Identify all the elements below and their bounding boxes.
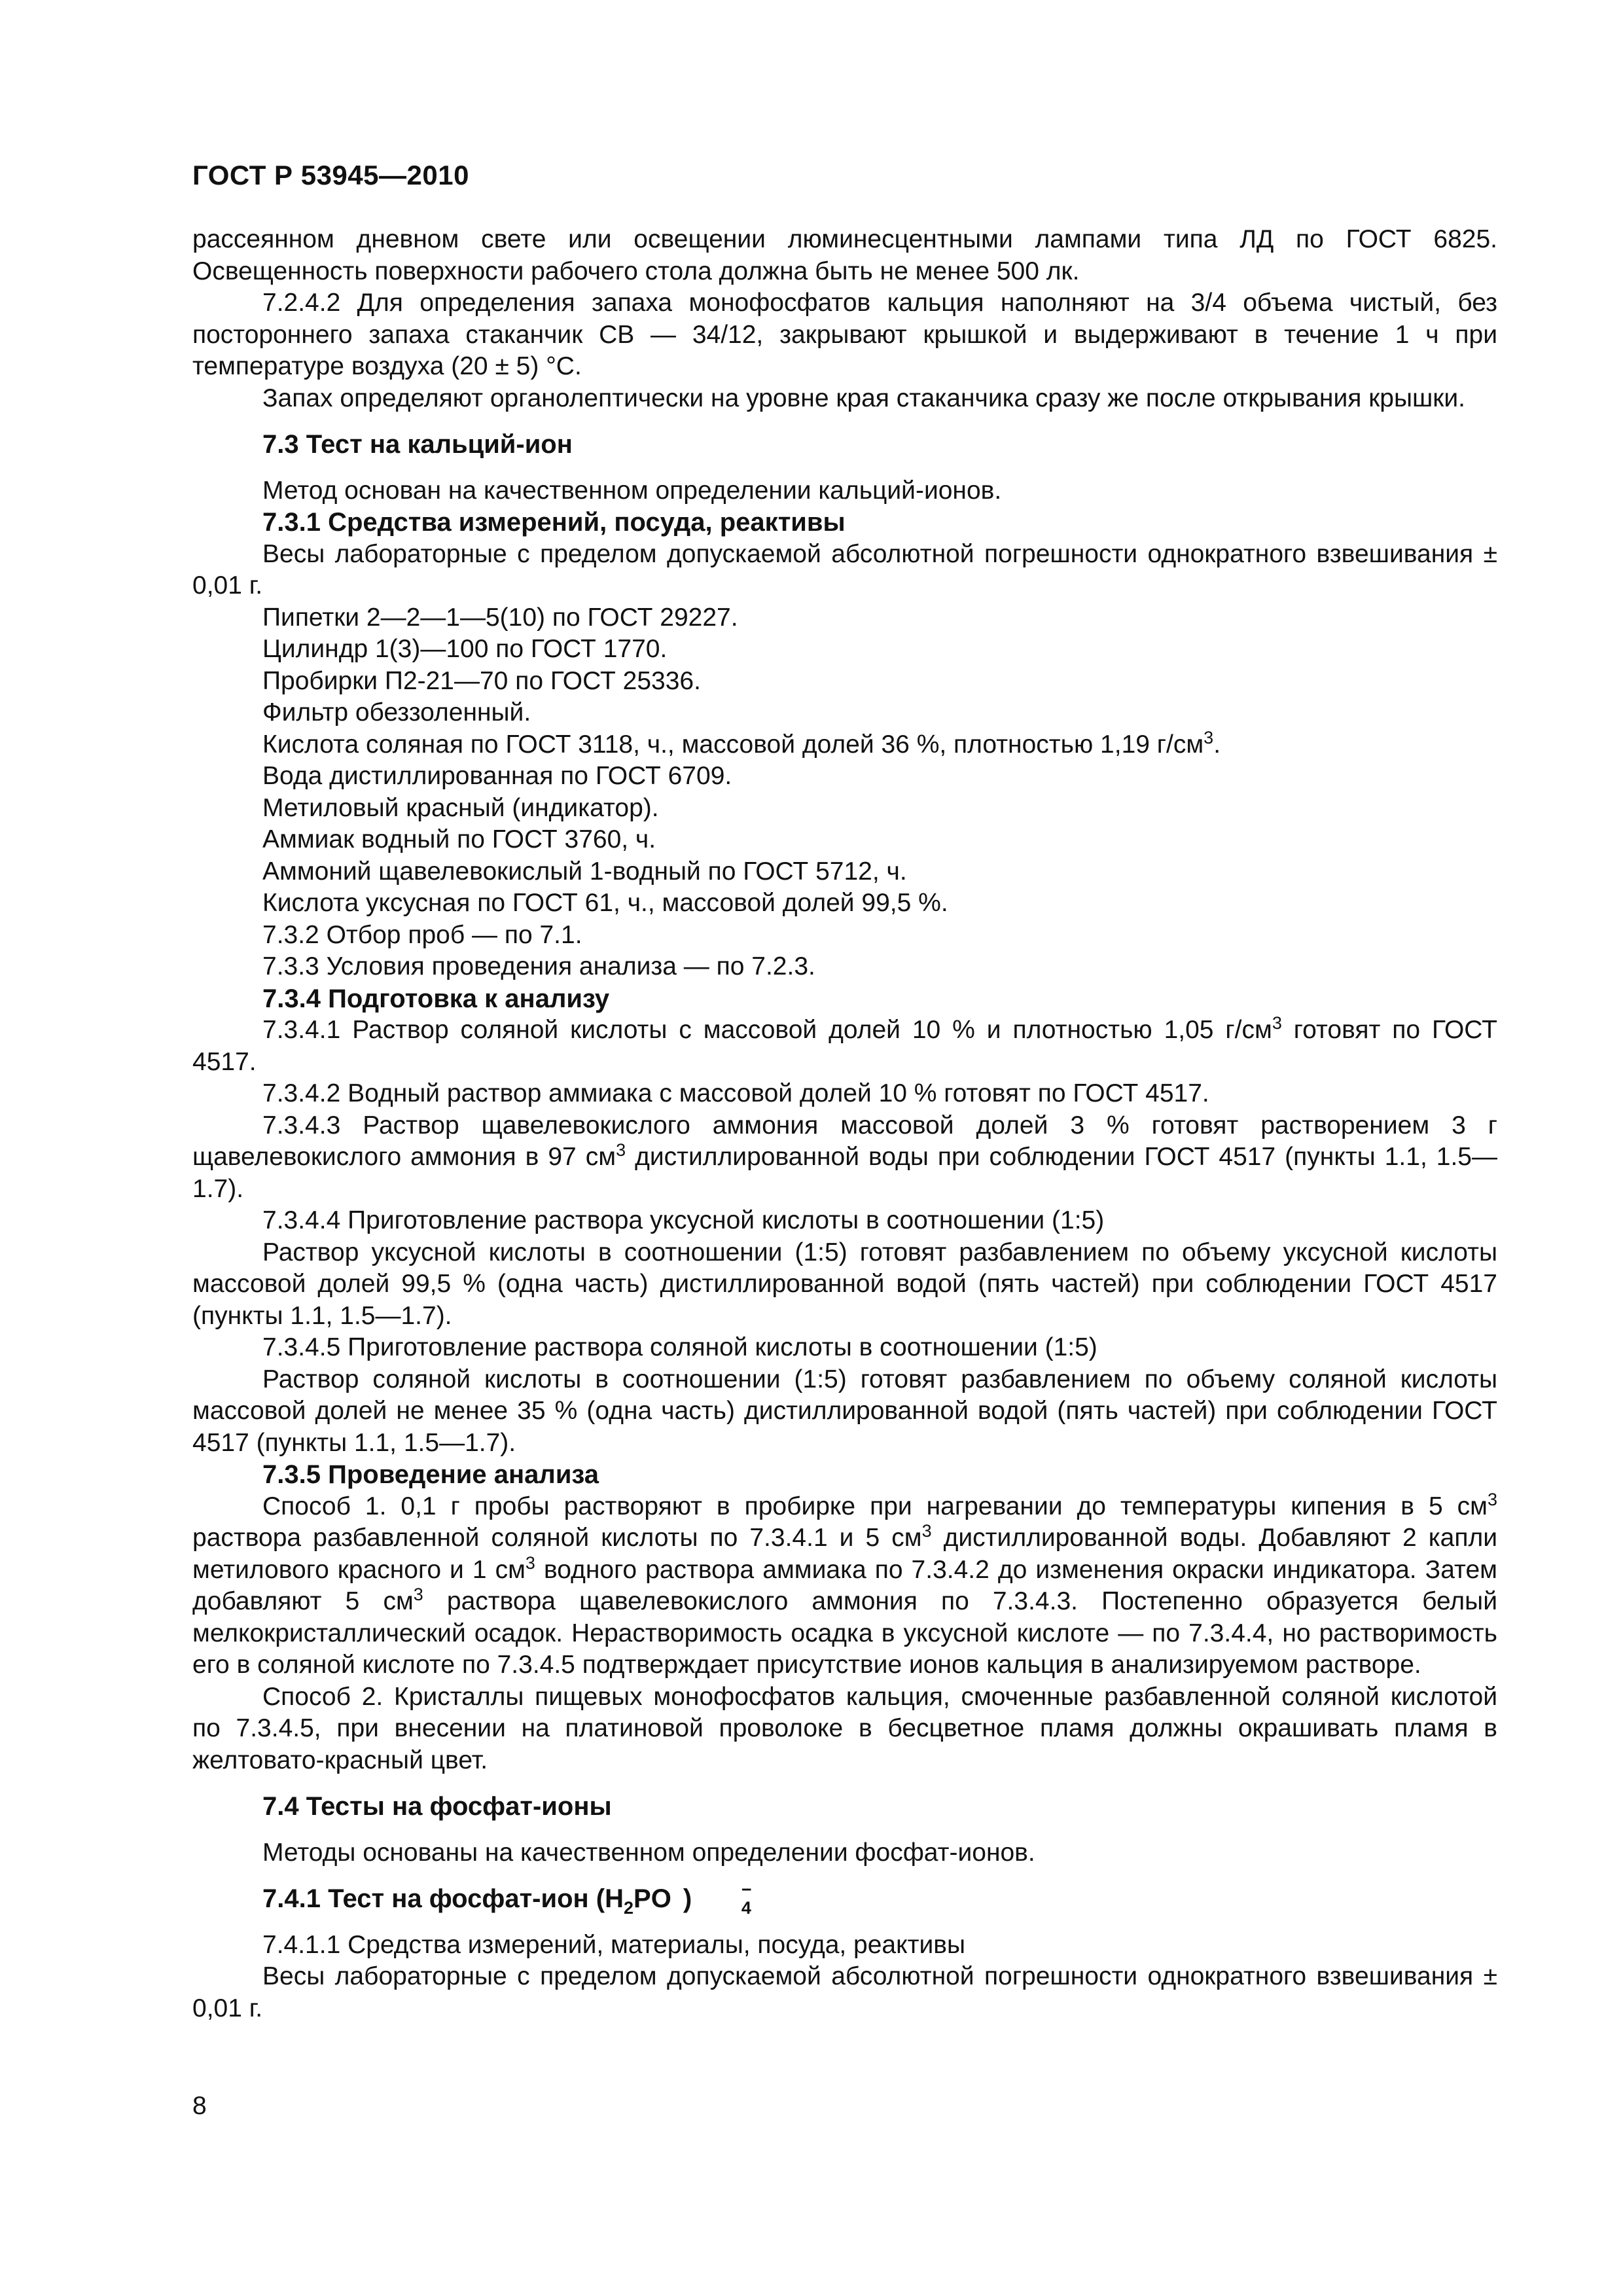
text: дистиллированной воды. Добавляют 2 капли метилового красного и 1 см [192, 1524, 1498, 1584]
paragraph: 7.3.2 Отбор проб — по 7.1. [262, 920, 582, 949]
list-item: Аммоний щавелевокислый 1-водный по ГОСТ 5712, ч. [262, 857, 907, 886]
text: Способ 1. 0,1 г пробы растворяют в пробирке при нагревании до температуры кипения в 5 см [262, 1492, 1488, 1520]
paragraph [192, 1014, 1497, 1078]
list-item: Цилиндр 1(3)—100 по ГОСТ 1770. [262, 635, 668, 663]
paragraph: 7.2.4.2 Для определения запаха монофосфатов кальция наполняют на 3/4 объема чистый, без постороннего запаха стаканчик СВ — 34/12, закрывают крышкой и выдерживают в течение 1 ч при температуре воздуха (20 ± 5) °С. [192, 289, 1497, 380]
paragraph: Запах определяют органолептически на уровне края стаканчика сразу же после открывания крышки. [262, 384, 1465, 412]
paragraph: 7.3.4.5 Приготовление раствора соляной кислоты в соотношении (1:5) [262, 1333, 1097, 1361]
paragraph: Способ 2. Кристаллы пищевых монофосфатов кальция, смоченные разбавленной соляной кислотой по 7.3.4.5, при внесении на платиновой проволоке в бесцветное пламя должны окрашивать пламя в желтовато-красный цвет. [192, 1682, 1497, 1774]
text: . [1213, 730, 1221, 759]
document-header: ГОСТ Р 53945—2010 [192, 160, 469, 190]
list-item: Пробирки П2-21—70 по ГОСТ 25336. [262, 666, 701, 695]
paragraph: Методы основаны на качественном определении фосфат-ионов. [262, 1838, 1035, 1867]
paragraph: 7.3.3 Условия проведения анализа — по 7.2.3. [262, 952, 815, 980]
paragraph: Метод основан на качественном определении кальций-ионов. [262, 476, 1002, 505]
list-item [192, 729, 1497, 761]
text: дистиллированной воды при соблюдении ГОСТ 4517 (пункты 1.1, 1.5—1.7). [192, 1143, 1498, 1203]
superscript: 3 [525, 1552, 535, 1573]
paragraph: Весы лабораторные с пределом допускаемой абсолютной погрешности однократного взвешивания ± 0,01 г. [192, 1962, 1497, 2022]
sub-superscript [671, 1880, 752, 1918]
text: раствора разбавленной соляной кислоты по 7.3.4.1 и 5 см [192, 1524, 922, 1552]
superscript: 3 [616, 1140, 626, 1160]
paragraph [192, 1491, 1497, 1681]
list-item: Пипетки 2—2—1—5(10) по ГОСТ 29227. [262, 603, 738, 632]
subscript: 4 [741, 1898, 751, 1918]
paragraph: Весы лабораторные с пределом допускаемой абсолютной погрешности однократного взвешивания ± 0,01 г. [192, 539, 1497, 600]
document-body [192, 224, 1497, 2024]
subsection-heading [192, 1880, 1497, 1918]
section-heading: 7.3 Тест на кальций-ион [262, 430, 573, 459]
paragraph: рассеянном дневном свете или освещении люминесцентными лампами типа ЛД по ГОСТ 6825. Освещенность поверхности рабочего стола должна быть не менее 500 лк. [192, 225, 1497, 285]
paragraph: 7.3.4.4 Приготовление раствора уксусной кислоты в соотношении (1:5) [262, 1206, 1105, 1234]
text: 7.3.4.1 Раствор соляной кислоты с массовой долей 10 % и плотностью 1,05 г/см [262, 1016, 1272, 1044]
subsection-heading: 7.3.5 Проведение анализа [262, 1460, 599, 1489]
paragraph: 7.4.1.1 Средства измерений, материалы, посуда, реактивы [262, 1930, 966, 1959]
superscript: 3 [921, 1521, 932, 1541]
text: PO [633, 1884, 671, 1913]
paragraph: Раствор соляной кислоты в соотношении (1:5) готовят разбавлением по объему соляной кислоты массовой долей не менее 35 % (одна часть) дистиллированной водой (пять частей) при соблюдении ГОСТ 4517 (пункты 1.1, 1.5—1.7). [192, 1365, 1497, 1457]
text: ) [683, 1884, 692, 1913]
section-heading: 7.4 Тесты на фосфат-ионы [262, 1792, 612, 1821]
text: готовят по ГОСТ 4517. [192, 1016, 1497, 1076]
list-item: Кислота уксусная по ГОСТ 61, ч., массовой долей 99,5 %. [262, 889, 948, 917]
text: Кислота соляная по ГОСТ 3118, ч., массовой долей 36 %, плотностью 1,19 г/см [262, 730, 1204, 759]
superscript: − [741, 1880, 752, 1900]
list-item: Фильтр обеззоленный. [262, 698, 531, 726]
superscript: 3 [1272, 1013, 1282, 1033]
text: водного раствора аммиака по 7.3.4.2 до изменения окраски индикатора. Затем добавляют 5 см [192, 1555, 1497, 1615]
list-item: Аммиак водный по ГОСТ 3760, ч. [262, 825, 656, 853]
list-item: Вода дистиллированная по ГОСТ 6709. [262, 762, 732, 790]
superscript: 3 [1487, 1489, 1497, 1509]
subsection-heading: 7.3.4 Подготовка к анализу [262, 984, 610, 1013]
superscript: 3 [413, 1585, 423, 1604]
paragraph: Раствор уксусной кислоты в соотношении (1:5) готовят разбавлением по объему уксусной кислоты массовой долей 99,5 % (одна часть) дистиллированной водой (пять частей) при соблюдении ГОСТ 4517 (пункты 1.1, 1.5—1.7). [192, 1238, 1497, 1330]
superscript: 3 [1204, 727, 1214, 747]
text: 7.3.4.3 Раствор щавелевокислого аммония массовой долей 3 % готовят растворением 3 г щавелевокислого аммония в 97 см [192, 1111, 1497, 1171]
list-item: Метиловый красный (индикатор). [262, 793, 659, 822]
text: 7.4.1 Тест на фосфат-ион (H [262, 1884, 624, 1913]
paragraph: 7.3.4.2 Водный раствор аммиака с массовой долей 10 % готовят по ГОСТ 4517. [262, 1079, 1209, 1107]
paragraph [192, 1110, 1497, 1206]
subscript: 2 [624, 1898, 634, 1918]
subsection-heading: 7.3.1 Средства измерений, посуда, реактивы [262, 508, 846, 537]
page-number: 8 [192, 2092, 207, 2120]
text: раствора щавелевокислого аммония по 7.3.4.3. Постепенно образуется белый мелкокристаллический осадок. Нерастворимость осадка в уксусной кислоте — по 7.3.4.4, но растворимость его в соляной кислоте по 7.3.4.5 подтверждает присутствие ионов кальция в анализируемом растворе. [192, 1587, 1497, 1679]
